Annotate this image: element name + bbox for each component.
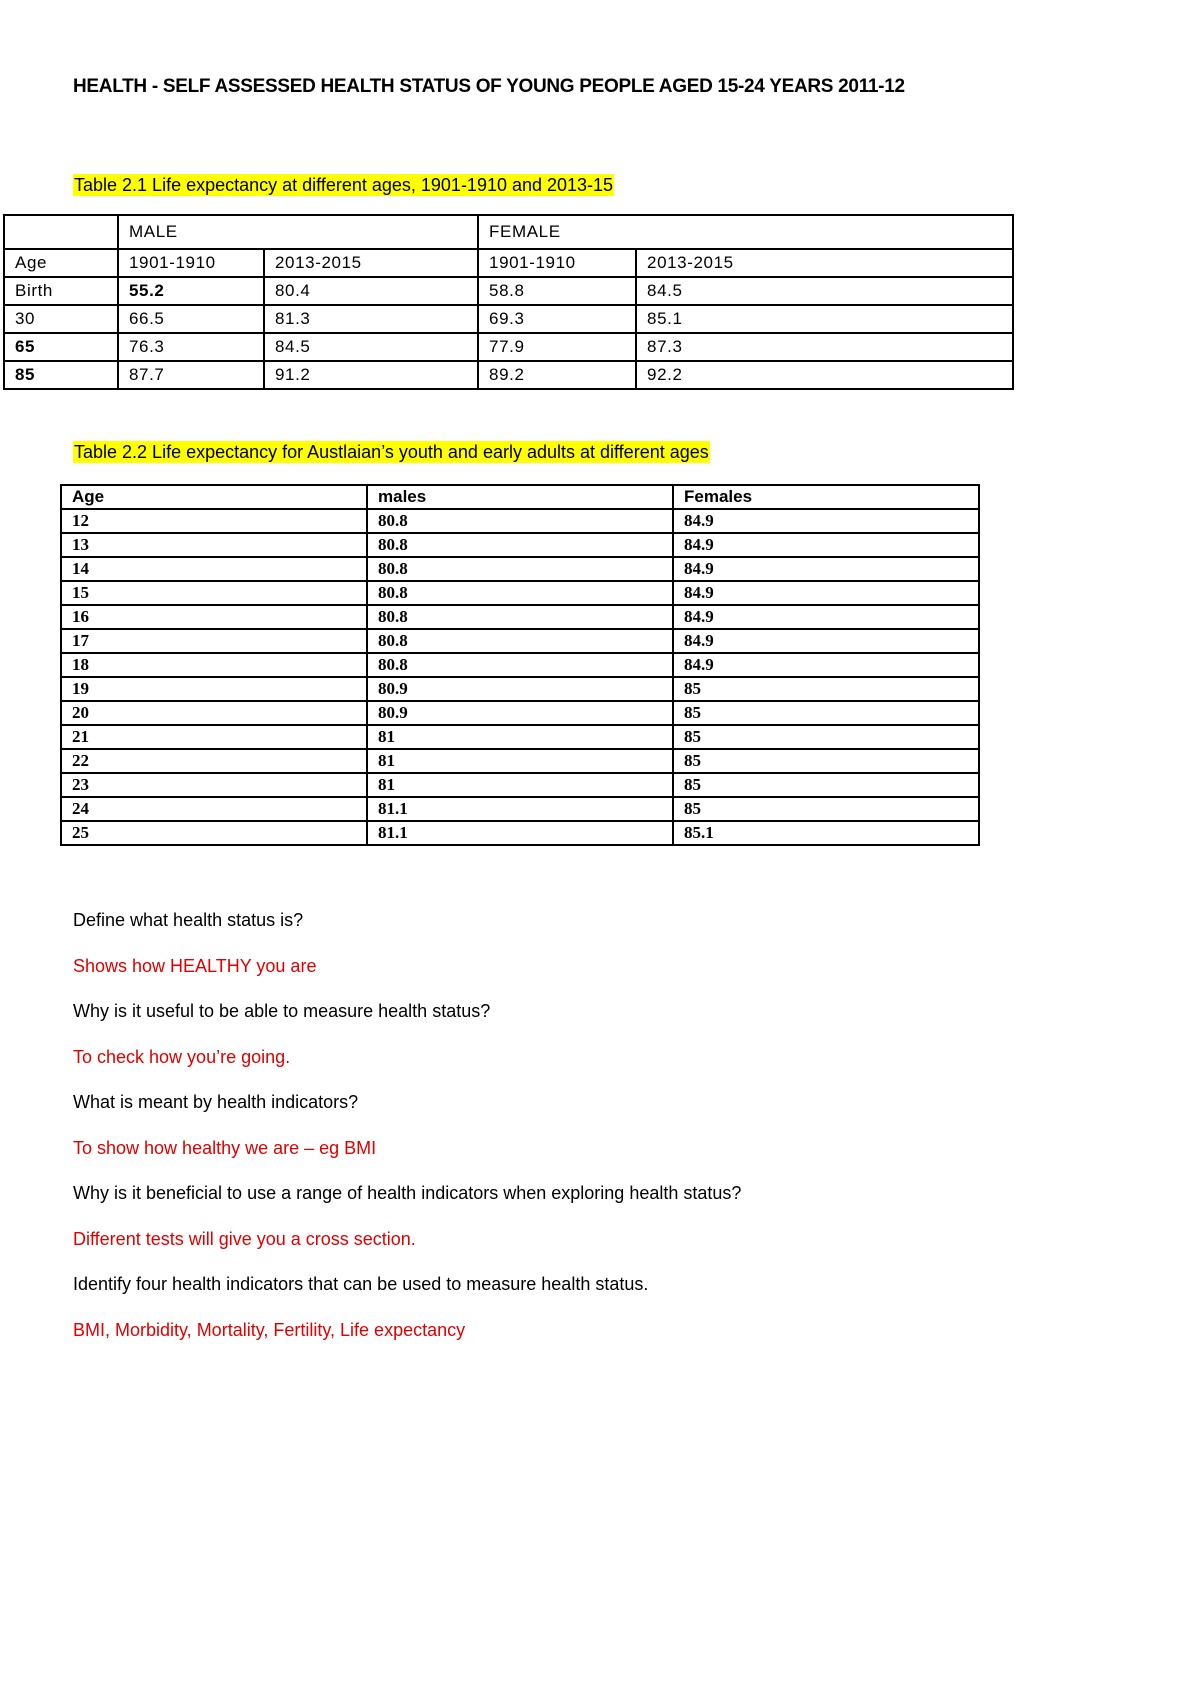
table-cell: 22 — [61, 749, 367, 773]
table-cell: 81.1 — [367, 821, 673, 845]
table-cell: 84.9 — [673, 509, 979, 533]
table-cell: 84.9 — [673, 629, 979, 653]
question-text: Identify four health indicators that can be used to measure health status. — [73, 1274, 649, 1294]
table-group-header-row — [4, 215, 1013, 249]
table-cell: 55.2 — [118, 277, 264, 305]
table-cell: 13 — [61, 533, 367, 557]
table-row — [61, 773, 979, 797]
table-cell: 87.7 — [118, 361, 264, 389]
table-row — [61, 629, 979, 653]
table-cell: 85 — [673, 701, 979, 725]
group-header-male: MALE — [118, 215, 478, 249]
table-cell: 65 — [4, 333, 118, 361]
table-cell: 24 — [61, 797, 367, 821]
table-cell: 58.8 — [478, 277, 636, 305]
table-cell: 87.3 — [636, 333, 1013, 361]
table-cell: 69.3 — [478, 305, 636, 333]
table-cell: 81.1 — [367, 797, 673, 821]
table-cell: 17 — [61, 629, 367, 653]
table-cell: 18 — [61, 653, 367, 677]
table-row — [61, 653, 979, 677]
answer-text: To show how healthy we are – eg BMI — [73, 1137, 377, 1158]
table-row — [61, 797, 979, 821]
answer-text: BMI, Morbidity, Mortality, Fertility, Life expectancy — [73, 1319, 466, 1340]
table-cell: 20 — [61, 701, 367, 725]
table-cell: 30 — [4, 305, 118, 333]
table-row — [4, 277, 1013, 305]
column-header: Age — [4, 249, 118, 277]
page-title: HEALTH - SELF ASSESSED HEALTH STATUS OF YOUNG PEOPLE AGED 15-24 YEARS 2011-12 — [73, 76, 905, 97]
table-cell: 81 — [367, 749, 673, 773]
table-cell: 76.3 — [118, 333, 264, 361]
table-column-header-row — [61, 485, 979, 509]
table-cell: 89.2 — [478, 361, 636, 389]
table-cell: 80.9 — [367, 677, 673, 701]
table-cell: 23 — [61, 773, 367, 797]
table-row — [61, 581, 979, 605]
table-cell: 19 — [61, 677, 367, 701]
table-cell: 80.8 — [367, 605, 673, 629]
table-cell: 85.1 — [673, 821, 979, 845]
table-cell: 84.9 — [673, 581, 979, 605]
empty-header-cell — [4, 215, 118, 249]
table-cell: 84.5 — [636, 277, 1013, 305]
table-row — [4, 361, 1013, 389]
column-header: Females — [673, 485, 979, 509]
table-cell: 80.4 — [264, 277, 478, 305]
table-cell: 84.9 — [673, 533, 979, 557]
table-cell: 85 — [673, 749, 979, 773]
column-header: 1901-1910 — [118, 249, 264, 277]
table-cell: 80.9 — [367, 701, 673, 725]
question-text: Why is it beneficial to use a range of health indicators when exploring health status? — [73, 1183, 742, 1203]
table-cell: 80.8 — [367, 581, 673, 605]
answer-text: Different tests will give you a cross section. — [73, 1228, 416, 1249]
table1-caption: Table 2.1 Life expectancy at different ages, 1901-1910 and 2013-15 — [74, 175, 614, 195]
table-column-header-row — [4, 249, 1013, 277]
column-header: 1901-1910 — [478, 249, 636, 277]
table-cell: 85 — [673, 773, 979, 797]
youth-life-expectancy-table — [60, 484, 980, 846]
table-row — [61, 557, 979, 581]
table-cell: 85 — [4, 361, 118, 389]
table-cell: 25 — [61, 821, 367, 845]
table-cell: 21 — [61, 725, 367, 749]
table-cell: 80.8 — [367, 653, 673, 677]
table-cell: 80.8 — [367, 509, 673, 533]
table-row — [4, 305, 1013, 333]
table-cell: 85 — [673, 677, 979, 701]
table-cell: 80.8 — [367, 557, 673, 581]
answer-text: Shows how HEALTHY you are — [73, 955, 317, 976]
table-row — [61, 749, 979, 773]
table-cell: 85.1 — [636, 305, 1013, 333]
table-cell: 85 — [673, 797, 979, 821]
table-cell: 16 — [61, 605, 367, 629]
table-cell: 85 — [673, 725, 979, 749]
question-text: What is meant by health indicators? — [73, 1092, 359, 1112]
table-cell: 15 — [61, 581, 367, 605]
column-header: 2013-2015 — [636, 249, 1013, 277]
column-header: Age — [61, 485, 367, 509]
table-cell: 91.2 — [264, 361, 478, 389]
table-row — [61, 701, 979, 725]
table-row — [61, 677, 979, 701]
table-cell: 66.5 — [118, 305, 264, 333]
column-header: 2013-2015 — [264, 249, 478, 277]
table-cell: 14 — [61, 557, 367, 581]
table-cell: Birth — [4, 277, 118, 305]
table-cell: 81 — [367, 725, 673, 749]
table-cell: 92.2 — [636, 361, 1013, 389]
answer-text: To check how you’re going. — [73, 1046, 291, 1067]
table2-caption: Table 2.2 Life expectancy for Austlaian’s youth and early adults at different ages — [74, 442, 709, 462]
table-row — [61, 725, 979, 749]
life-expectancy-table-1901-2015 — [3, 214, 1014, 390]
table-cell: 81 — [367, 773, 673, 797]
table-row — [61, 533, 979, 557]
table-cell: 84.9 — [673, 605, 979, 629]
table-cell: 80.8 — [367, 533, 673, 557]
table-cell: 84.9 — [673, 557, 979, 581]
group-header-female: FEMALE — [478, 215, 1013, 249]
table-cell: 84.9 — [673, 653, 979, 677]
table-row — [61, 509, 979, 533]
table-row — [61, 821, 979, 845]
table-cell: 12 — [61, 509, 367, 533]
table-cell: 80.8 — [367, 629, 673, 653]
table-row — [61, 605, 979, 629]
table-cell: 81.3 — [264, 305, 478, 333]
table-cell: 77.9 — [478, 333, 636, 361]
column-header: males — [367, 485, 673, 509]
table-cell: 84.5 — [264, 333, 478, 361]
table-row — [4, 333, 1013, 361]
question-text: Define what health status is? — [73, 910, 304, 930]
question-text: Why is it useful to be able to measure health status? — [73, 1001, 491, 1021]
